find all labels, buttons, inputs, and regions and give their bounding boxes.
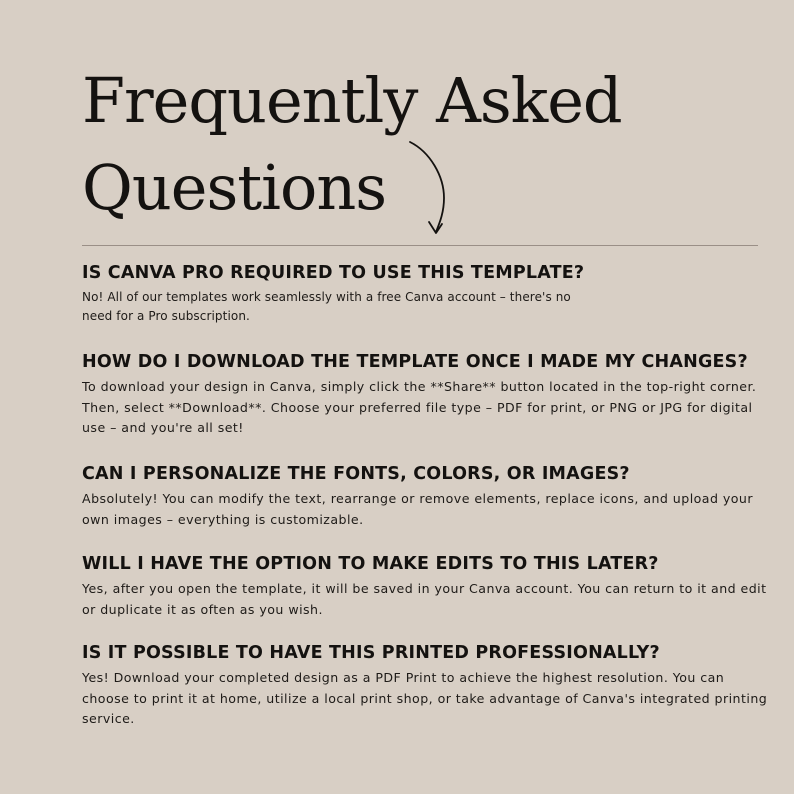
faq-answer: Yes, after you open the template, it will be saved in your Canva account. You can return to it and edit or duplicate it as often as you wish.	[82, 581, 767, 617]
faq-item-download	[82, 351, 772, 439]
faq-item-personalize	[82, 463, 772, 530]
faq-item-edits-later	[82, 553, 772, 620]
faq-question: CAN I PERSONALIZE THE FONTS, COLORS, OR IMAGES?	[82, 464, 630, 484]
faq-answer: No! All of our templates work seamlessly with a free Canva account – there's no need for a Pro subscription.	[82, 290, 571, 323]
faq-item-canva-pro	[82, 262, 772, 326]
faq-question: IS CANVA PRO REQUIRED TO USE THIS TEMPLATE?	[82, 263, 585, 283]
faq-question: WILL I HAVE THE OPTION TO MAKE EDITS TO THIS LATER?	[82, 554, 659, 574]
curved-arrow-down-icon	[400, 138, 460, 238]
page-title-line-2: Questions	[82, 151, 387, 224]
faq-answer: Absolutely! You can modify the text, rearrange or remove elements, replace icons, and upload your own images – everything is customizable.	[82, 491, 753, 527]
faq-question: HOW DO I DOWNLOAD THE TEMPLATE ONCE I MADE MY CHANGES?	[82, 352, 748, 372]
faq-answer: To download your design in Canva, simply click the **Share** button located in the top-right corner. Then, select **Download**. Choose your preferred file type – PDF for print, or PNG or JPG for digital use – and you're all set!	[82, 379, 757, 435]
faq-question: IS IT POSSIBLE TO HAVE THIS PRINTED PROFESSIONALLY?	[82, 643, 660, 663]
title-divider	[82, 245, 758, 246]
faq-answer: Yes! Download your completed design as a PDF Print to achieve the highest resolution. You can choose to print it at home, utilize a local print shop, or take advantage of Canva's integrated printing service.	[82, 670, 768, 726]
page-title-line-1: Frequently Asked	[82, 64, 622, 137]
faq-item-printing	[82, 642, 772, 730]
